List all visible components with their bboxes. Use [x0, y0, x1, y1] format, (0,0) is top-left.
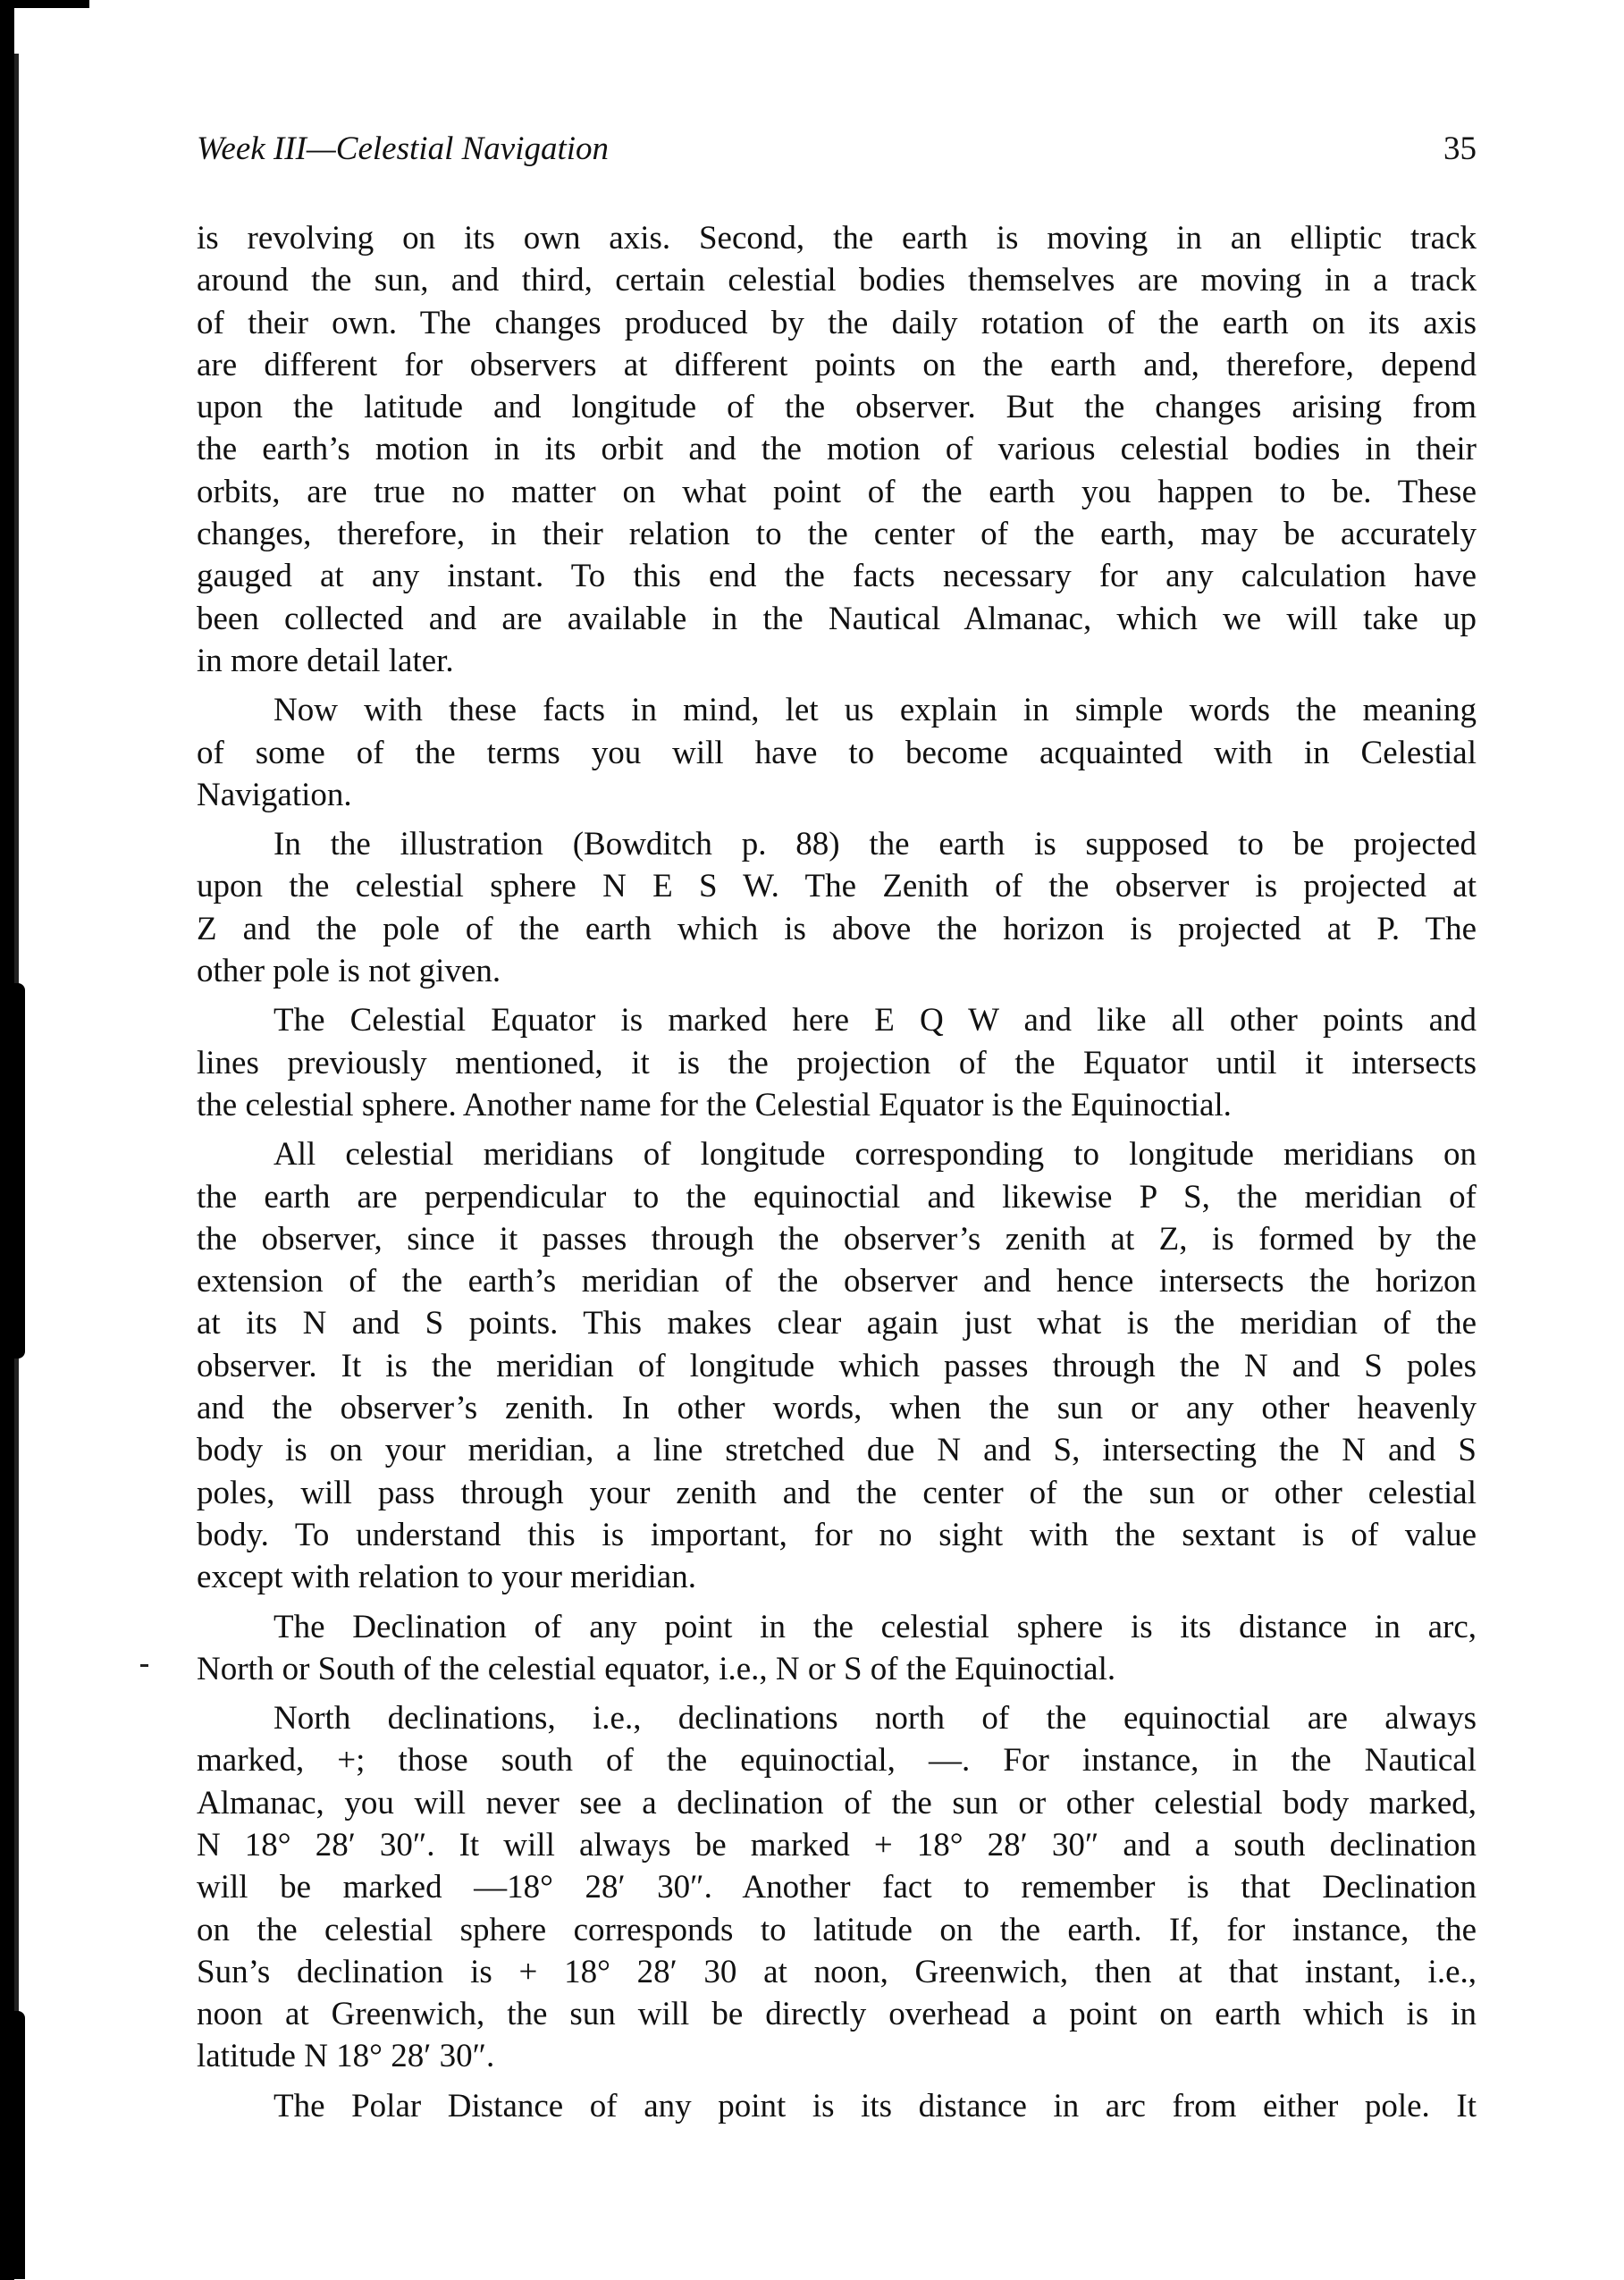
paragraph: [197, 217, 1477, 682]
text-line: Navigation.: [197, 776, 352, 813]
paragraph: [197, 1133, 1477, 1598]
text-line: the earth’s motion in its orbit and the motion of various celestial bodies in their: [197, 431, 1477, 468]
running-title: Week III—Celestial Navigation: [197, 130, 610, 167]
paragraph: [197, 999, 1477, 1126]
text-line: on the celestial sphere corresponds to latitude on the earth. If, for instance, the: [197, 1911, 1477, 1948]
scan-edge-bulge: [14, 983, 25, 1359]
text-line: The Polar Distance of any point is its distance in arc from either pole. It: [273, 2087, 1477, 2124]
margin-mark: [140, 1664, 148, 1667]
text-line: changes, therefore, in their relation to the center of the earth, may be accurately: [197, 516, 1477, 553]
text-line: at its N and S points. This makes clear again just what is the meridian of the: [197, 1305, 1477, 1342]
text-line: body is on your meridian, a line stretched due N and S, intersecting the N and S: [197, 1432, 1477, 1469]
text-line: been collected and are available in the Nautical Almanac, which we will take up: [197, 600, 1477, 637]
text-line: North or South of the celestial equator, i.e., N or S of the Equinoctial.: [197, 1650, 1116, 1687]
scan-edge-bulge: [14, 2011, 25, 2279]
paragraph: [197, 2085, 1477, 2127]
text-line: North declinations, i.e., declinations north of the equinoctial are always: [273, 1700, 1477, 1737]
text-line: orbits, are true no matter on what point of the earth you happen to be. These: [197, 473, 1477, 510]
text-line: the observer, since it passes through the observer’s zenith at Z, is formed by the: [197, 1220, 1477, 1258]
text-line: All celestial meridians of longitude corresponding to longitude meridians on: [273, 1136, 1477, 1174]
text-line: are different for observers at different points on the earth and, therefore, depend: [197, 346, 1477, 383]
text-line: and the observer’s zenith. In other words, when the sun or any other heavenly: [197, 1390, 1477, 1427]
text-line: The Celestial Equator is marked here E Q W and like all other points and: [273, 1002, 1477, 1039]
text-line: latitude N 18° 28′ 30″.: [197, 2038, 495, 2075]
text-line: is revolving on its own axis. Second, the earth is moving in an elliptic track: [197, 220, 1477, 257]
text-line: except with relation to your meridian.: [197, 1559, 696, 1596]
text-line: will be marked —18° 28′ 30″. Another fact to remember is that Declination: [197, 1869, 1477, 1906]
paragraph: [197, 823, 1477, 992]
text-line: the earth are perpendicular to the equinoctial and likewise P S, the meridian of: [197, 1178, 1477, 1216]
text-line: Now with these facts in mind, let us explain in simple words the meaning: [273, 692, 1477, 729]
scan-edge-top: [0, 0, 89, 8]
text-line: Z and the pole of the earth which is above the horizon is projected at P. The: [197, 910, 1477, 947]
text-line: other pole is not given.: [197, 953, 501, 990]
text-line: The Declination of any point in the celestial sphere is its distance in arc,: [273, 1608, 1477, 1645]
text-line: lines previously mentioned, it is the projection of the Equator until it intersects: [197, 1044, 1477, 1081]
text-line: of some of the terms you will have to become acquainted with in Celestial: [197, 734, 1477, 771]
paragraph: [197, 1697, 1477, 2078]
text-line: the celestial sphere. Another name for the Celestial Equator is the Equinoctial.: [197, 1086, 1232, 1123]
scan-edge-left: [0, 0, 14, 2280]
text-line: N 18° 28′ 30″. It will always be marked + 18° 28′ 30″ and a south declination: [197, 1826, 1477, 1864]
text-line: body. To understand this is important, for no sight with the sextant is of value: [197, 1516, 1477, 1553]
text-line: Almanac, you will never see a declination of the sun or other celestial body marked,: [197, 1784, 1477, 1821]
text-line: gauged at any instant. To this end the facts necessary for any calculation have: [197, 558, 1477, 595]
text-line: in more detail later.: [197, 642, 454, 679]
text-line: extension of the earth’s meridian of the observer and hence intersects the horizon: [197, 1263, 1477, 1300]
running-header: [197, 130, 1477, 174]
text-line: poles, will pass through your zenith and the center of the sun or other celestial: [197, 1474, 1477, 1511]
text-line: Sun’s declination is + 18° 28′ 30 at noon, Greenwich, then at that instant, i.e.,: [197, 1953, 1477, 1990]
text-line: upon the latitude and longitude of the observer. But the changes arising from: [197, 389, 1477, 426]
page-number: 35: [1443, 130, 1477, 167]
text-line: around the sun, and third, certain celestial bodies themselves are moving in a track: [197, 262, 1477, 299]
text-line: upon the celestial sphere N E S W. The Zenith of the observer is projected at: [197, 868, 1477, 905]
paragraph: [197, 689, 1477, 816]
page-body: [197, 217, 1477, 2134]
text-line: marked, +; those south of the equinoctial, —. For instance, in the Nautical: [197, 1742, 1477, 1779]
paragraph: [197, 1606, 1477, 1691]
text-line: observer. It is the meridian of longitude which passes through the N and S poles: [197, 1347, 1477, 1384]
text-line: of their own. The changes produced by the daily rotation of the earth on its axis: [197, 304, 1477, 341]
text-line: In the illustration (Bowditch p. 88) the earth is supposed to be projected: [273, 826, 1477, 863]
text-line: noon at Greenwich, the sun will be directly overhead a point on earth which is in: [197, 1996, 1477, 2033]
